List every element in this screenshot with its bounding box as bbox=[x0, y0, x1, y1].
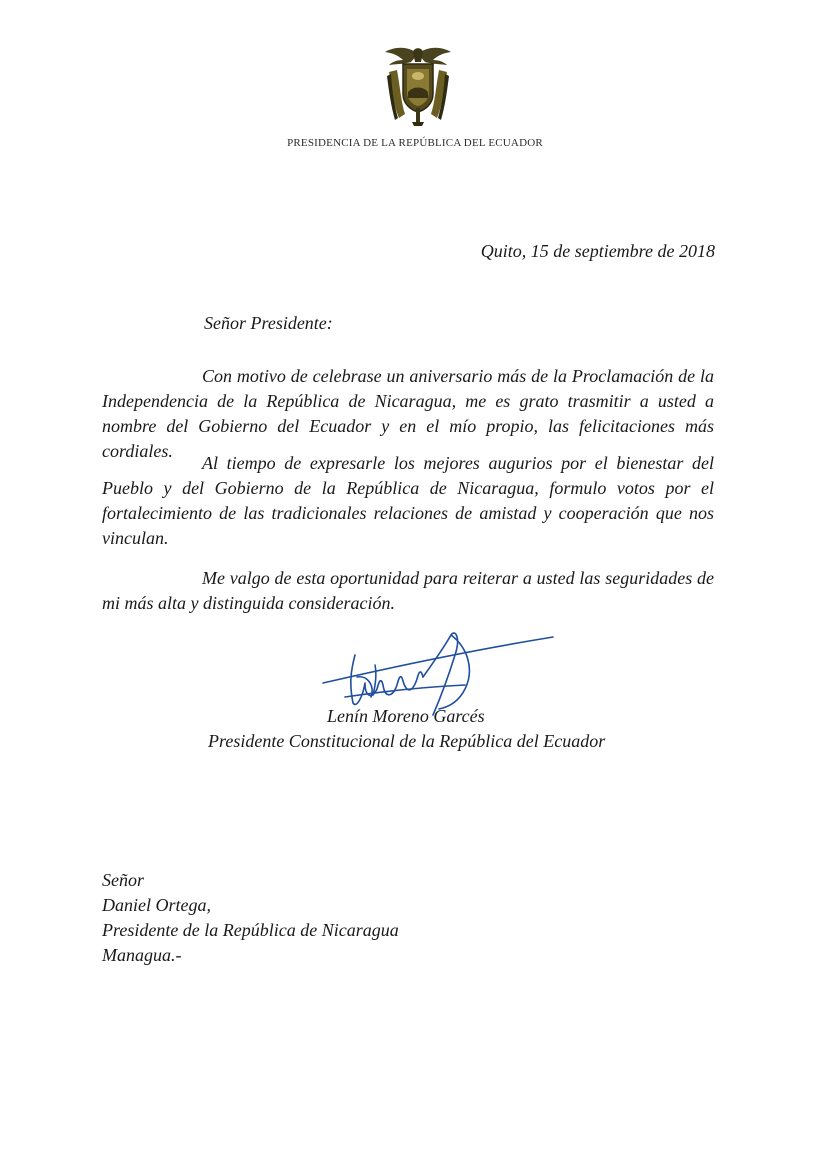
recipient-name: Daniel Ortega, bbox=[102, 895, 211, 915]
body-paragraph: Con motivo de celebrase un aniversario más de la Proclamación de la Independencia de la República de Nicaragua, me es grato trasmitir a usted a nombre del Gobierno del Ecuador y en el mío propio, las felicitaciones más cordiales. bbox=[102, 366, 714, 461]
salutation: Señor Presidente: bbox=[204, 313, 333, 333]
recipient-city: Managua.- bbox=[102, 945, 182, 965]
recipient-block bbox=[102, 868, 399, 968]
body-paragraph: Al tiempo de expresarle los mejores augurios por el bienestar del Pueblo y del Gobierno de la República de Nicaragua, formulo votos por el fortalecimiento de las tradicionales relaciones de amistad y cooperación que nos vinculan. bbox=[102, 453, 714, 548]
recipient-position: Presidente de la República de Nicaragua bbox=[102, 920, 399, 940]
letterhead-institution: PRESIDENCIA DE LA REPÚBLICA DEL ECUADOR bbox=[287, 137, 543, 149]
signer-title: Presidente Constitucional de la República del Ecuador bbox=[208, 731, 606, 751]
ecuador-coat-of-arms-icon bbox=[383, 42, 453, 128]
date-line: Quito, 15 de septiembre de 2018 bbox=[480, 241, 715, 261]
recipient-honorific: Señor bbox=[102, 870, 144, 890]
signer-name: Lenín Moreno Garcés bbox=[327, 706, 485, 726]
body-paragraph: Me valgo de esta oportunidad para reiterar a usted las seguridades de mi más alta y distinguida consideración. bbox=[102, 568, 714, 613]
